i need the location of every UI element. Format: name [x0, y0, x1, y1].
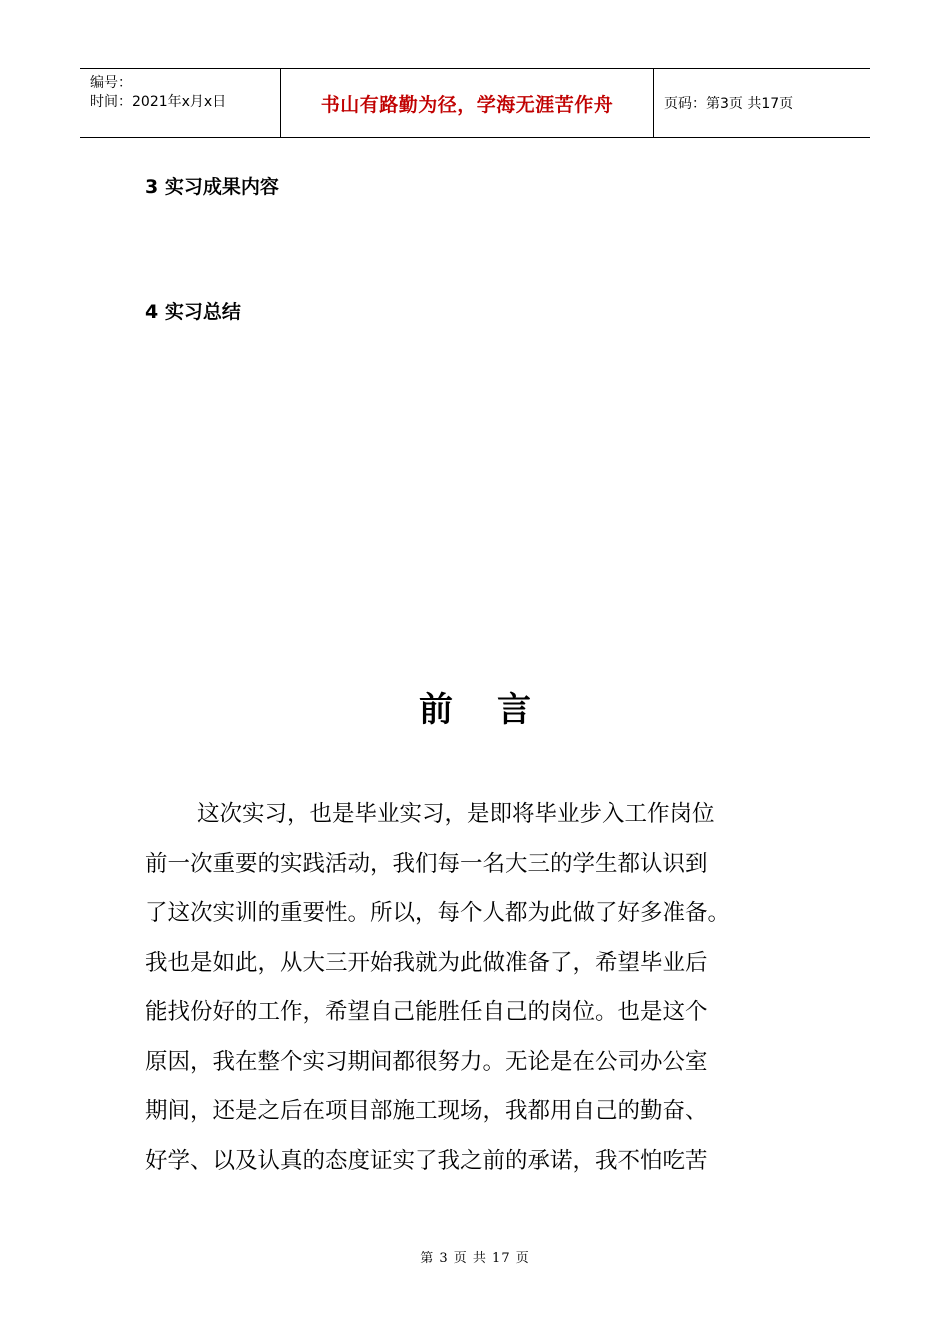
- header-meta-cell: [80, 69, 281, 137]
- section-heading-3: 3 实习成果内容: [145, 176, 279, 198]
- motto-text: 书山有路勤为径，学海无涯苦作舟: [320, 93, 614, 116]
- preface-paragraph: [145, 790, 825, 1186]
- header-page-cell: [654, 69, 870, 137]
- paragraph-line: 前一次重要的实践活动，我们每一名大三的学生都认识到: [145, 850, 708, 877]
- number-label: 编号：: [90, 75, 132, 91]
- header-motto-cell: [281, 69, 654, 137]
- page-footer: 第 3 页 共 17 页: [420, 1251, 530, 1266]
- paragraph-line: 好学、以及认真的态度证实了我之前的承诺，我不怕吃苦: [145, 1147, 708, 1174]
- paragraph-line: 期间，还是之后在项目部施工现场，我都用自己的勤奋、: [145, 1098, 708, 1124]
- paragraph-line: 这次实习，也是毕业实习，是即将毕业步入工作岗位: [197, 801, 715, 827]
- paragraph-line: 了这次实训的重要性。所以，每个人都为此做了好多准备。: [145, 900, 731, 926]
- paragraph-line: 能找份好的工作，希望自己能胜任自己的岗位。也是这个: [145, 999, 708, 1025]
- section-heading-4: 4 实习总结: [145, 301, 241, 323]
- paragraph-line: 我也是如此，从大三开始我就为此做准备了，希望毕业后: [145, 949, 708, 976]
- preface-title: 前言: [419, 690, 575, 730]
- page-header: [80, 68, 870, 138]
- page-info: 页码：第3页 共17页: [664, 96, 794, 112]
- paragraph-line: 原因，我在整个实习期间都很努力。无论是在公司办公室: [145, 1048, 708, 1075]
- date-label: 时间：2021年x月x日: [90, 94, 227, 110]
